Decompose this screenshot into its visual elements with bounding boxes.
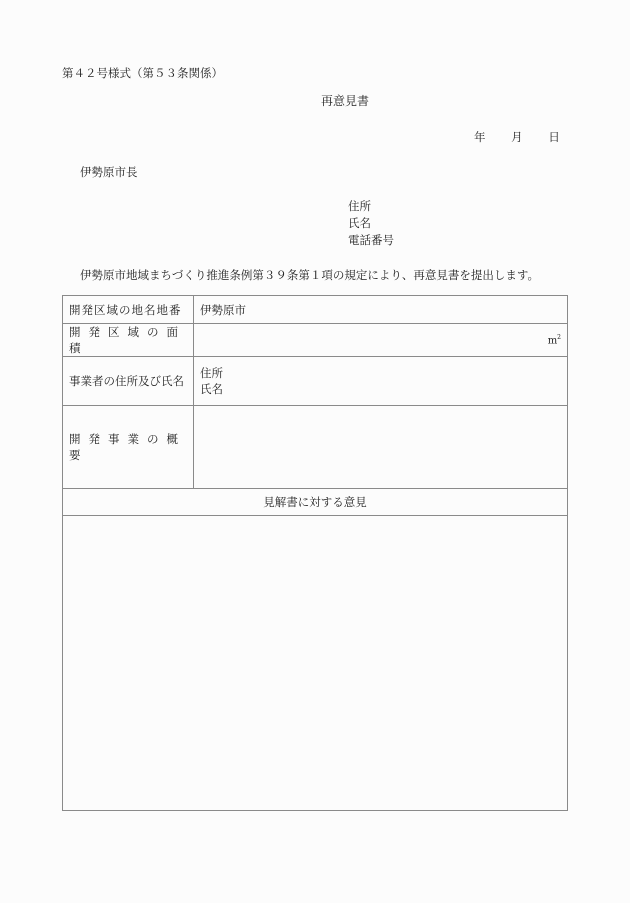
table-row-opinion — [63, 516, 568, 811]
table-row-opinion-header — [63, 489, 568, 516]
form-number: 第４２号様式（第５３条関係） — [62, 66, 223, 80]
developer-label: 事業者の住所及び氏名 — [63, 357, 194, 406]
document-title-wrap — [0, 92, 630, 109]
table-row-location — [63, 296, 568, 324]
date-year: 年 — [474, 130, 486, 144]
summary-label: 開発事業の概要 — [63, 406, 194, 489]
location-field[interactable]: 伊勢原市 — [194, 296, 568, 324]
body-text: 伊勢原市地域まちづくり推進条例第３９条第１項の規定により、再意見書を提出します。 — [80, 268, 539, 282]
table-row-developer — [63, 357, 568, 406]
area-field[interactable] — [194, 324, 568, 357]
applicant-phone-label: 電話番号 — [348, 233, 394, 247]
date-line — [474, 129, 560, 145]
document-title: 再意見書 — [320, 94, 369, 108]
developer-name-label: 氏名 — [200, 382, 223, 396]
table-row-summary — [63, 406, 568, 489]
location-label: 開発区域の地名地番 — [63, 296, 194, 324]
table-row-area — [63, 324, 568, 357]
application-table — [62, 295, 568, 811]
opinion-field[interactable] — [63, 516, 568, 811]
developer-field[interactable] — [194, 357, 568, 406]
area-unit: m — [547, 335, 558, 347]
date-month: 月 — [511, 130, 523, 144]
area-unit-sup: 2 — [557, 333, 561, 341]
opinion-header: 見解書に対する意見 — [63, 489, 568, 516]
summary-field[interactable] — [194, 406, 568, 489]
applicant-block — [348, 198, 394, 249]
developer-address-label: 住所 — [200, 366, 223, 380]
applicant-name-label: 氏名 — [348, 216, 371, 230]
applicant-address-label: 住所 — [348, 199, 371, 213]
addressee: 伊勢原市長 — [80, 165, 138, 179]
date-day: 日 — [548, 130, 560, 144]
area-label: 開発区域の面積 — [63, 324, 194, 357]
